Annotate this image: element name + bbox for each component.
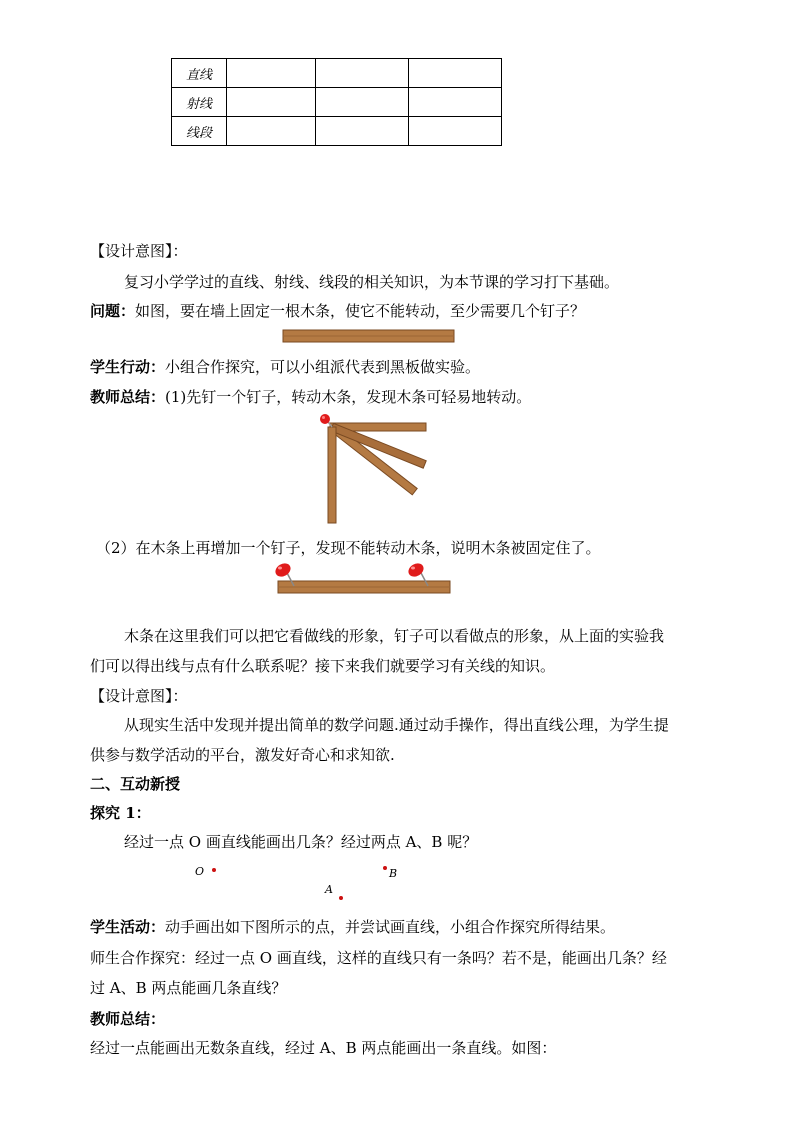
rotating-wood-figure [316, 413, 434, 525]
wood-strip-figure [282, 329, 456, 343]
point-o-label: O [195, 865, 205, 878]
table-cell [316, 59, 409, 88]
question-text: 如图，要在墙上固定一根木条，使它不能转动，至少需要几个钉子？ [135, 302, 586, 320]
point-a [339, 896, 343, 900]
table-cell [316, 88, 409, 117]
student-action-label: 学生行动： [90, 358, 166, 376]
row-label-ray: 射线 [172, 88, 227, 117]
question-line [90, 301, 585, 321]
section-heading: 二、互动新授 [90, 775, 181, 793]
point-b-label: B [389, 867, 398, 880]
points-figure [195, 864, 415, 904]
row-label-segment: 线段 [172, 117, 227, 146]
paragraph-line-2: 们可以得出线与点有什么联系呢？接下来我们就要学习有关线的知识。 [90, 657, 556, 675]
student-action-line [90, 357, 480, 377]
teacher-summary-label: 教师总结： [90, 388, 166, 406]
point-b [383, 866, 387, 870]
table-row [172, 88, 502, 117]
table-cell [227, 59, 316, 88]
pinned-wood-figure [268, 561, 454, 597]
table-cell [227, 88, 316, 117]
design-intent-heading: 【设计意图】： [90, 687, 188, 705]
teacher-summary-text: (1)先钉一个钉子，转动木条，发现木条可轻易地转动。 [165, 388, 532, 406]
wood-strip-vertical [328, 427, 336, 523]
step2-text: （2）在木条上再增加一个钉子，发现不能转动木条，说明木条被固定住了。 [96, 539, 601, 557]
design-intent-line-2: 供参与数学活动的平台，激发好奇心和求知欲. [90, 746, 395, 764]
teacher-summary-line [90, 387, 531, 407]
teacher-summary-label: 教师总结： [90, 1010, 166, 1028]
student-activity-line [90, 917, 615, 937]
line-types-table [171, 58, 502, 146]
explore-question: 经过一点 O 画直线能画出几条？经过两点 A、B 呢？ [124, 833, 478, 851]
pushpin-icon [320, 414, 332, 427]
table-cell [409, 88, 502, 117]
table-cell [409, 59, 502, 88]
student-activity-label: 学生活动： [90, 918, 166, 936]
paragraph-line-1: 木条在这里我们可以把它看做线的形象，钉子可以看做点的形象，从上面的实验我 [124, 627, 665, 645]
table-cell [316, 117, 409, 146]
design-intent-body: 复习小学学过的直线、射线、线段的相关知识，为本节课的学习打下基础。 [124, 273, 620, 291]
table-row [172, 59, 502, 88]
student-action-text: 小组合作探究，可以小组派代表到黑板做实验。 [165, 358, 481, 376]
point-a-label: A [325, 883, 333, 896]
explore-heading: 探究 1： [90, 804, 151, 822]
design-intent-heading: 【设计意图】： [90, 242, 188, 260]
student-activity-text: 动手画出如下图所示的点，并尝试画直线，小组合作探究所得结果。 [165, 918, 616, 936]
teacher-summary-text: 经过一点能画出无数条直线，经过 A、B 两点能画出一条直线。如图： [90, 1039, 557, 1057]
point-o [212, 868, 216, 872]
table-row [172, 117, 502, 146]
row-label-line: 直线 [172, 59, 227, 88]
table-cell [227, 117, 316, 146]
question-label: 问题： [90, 302, 136, 320]
design-intent-line-1: 从现实生活中发现并提出简单的数学问题.通过动手操作，得出直线公理，为学生提 [124, 716, 669, 734]
cooperation-line-1: 师生合作探究：经过一点 O 画直线，这样的直线只有一条吗？若不是，能画出几条？经 [90, 949, 667, 967]
cooperation-line-2: 过 A、B 两点能画几条直线？ [90, 979, 287, 997]
table-cell [409, 117, 502, 146]
